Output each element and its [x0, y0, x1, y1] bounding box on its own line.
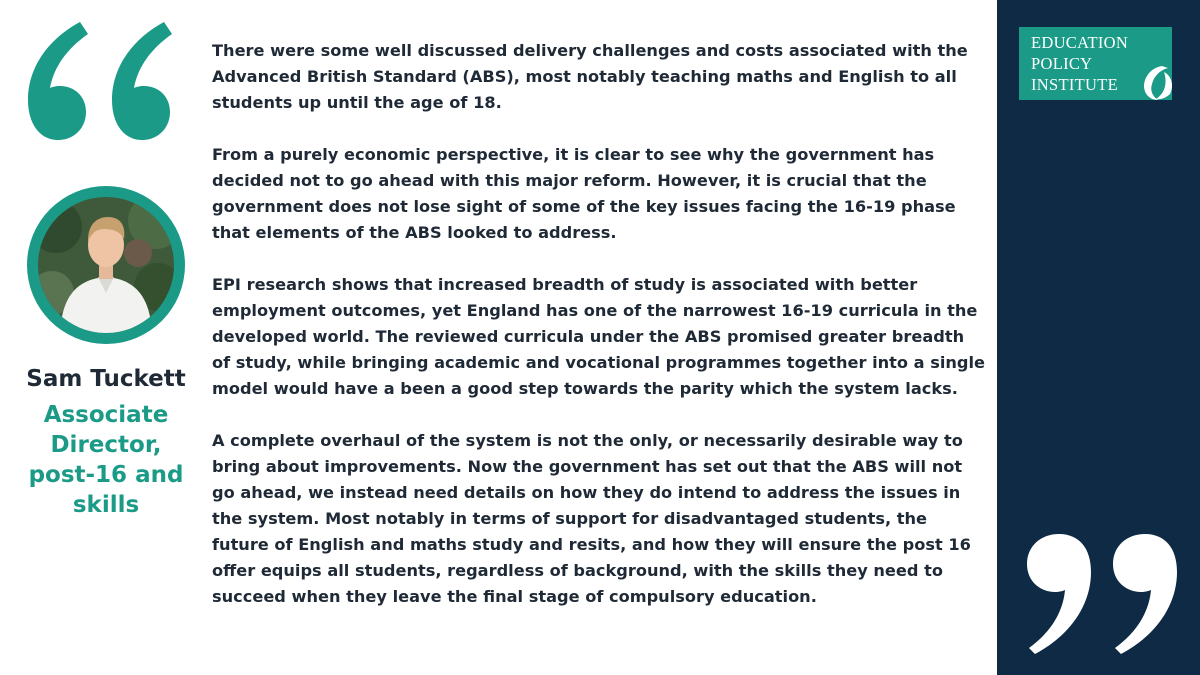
quote-paragraph: There were some well discussed delivery challenges and costs associated with the Advanced British Standard (ABS), most notably teaching maths and English to all students up until the age of 18.: [212, 41, 968, 112]
person-name: Sam Tuckett: [26, 366, 186, 392]
role-line: skills: [72, 492, 140, 518]
crescent-icon: [1144, 64, 1174, 102]
role-line: Associate: [43, 402, 169, 428]
role-line: post-16 and: [28, 462, 184, 488]
quote-paragraph: EPI research shows that increased breadth of study is associated with better employment outcomes, yet England has one of the narrowest 16-19 curricula in the developed world. The reviewed curricula under the ABS promised greater breadth of study, while bringing academic and vocational programmes together into a single model would have a been a good step towards the parity which the system lacks.: [212, 275, 986, 398]
logo-text-line: POLICY: [1031, 54, 1093, 73]
close-quote-icon: [1019, 528, 1189, 658]
portrait-photo: [38, 197, 174, 333]
quote-body: [212, 38, 987, 636]
person-role: [0, 400, 212, 520]
avatar: [27, 186, 185, 344]
epi-logo: [1019, 27, 1172, 100]
logo-text-line: EDUCATION: [1031, 33, 1129, 52]
sidebar-panel: [997, 0, 1200, 675]
logo-text-line: INSTITUTE: [1031, 75, 1119, 94]
open-quote-icon: [22, 16, 182, 146]
quote-paragraph: From a purely economic perspective, it is clear to see why the government has decided not to go ahead with this major reform. However, it is crucial that the government does not lose sight of some of the key issues facing the 16-19 phase that elements of the ABS looked to address.: [212, 145, 956, 242]
role-line: Director,: [50, 432, 162, 458]
quote-paragraph: A complete overhaul of the system is not the only, or necessarily desirable way to bring about improvements. Now the government has set out that the ABS will not go ahead, we instead need details on how they do intend to address the issues in the system. Most notably in terms of support for disadvantaged students, the future of English and maths study and resits, and how they will ensure the post 16 offer equips all students, regardless of background, with the skills they need to succeed when they leave the final stage of compulsory education.: [212, 431, 971, 606]
